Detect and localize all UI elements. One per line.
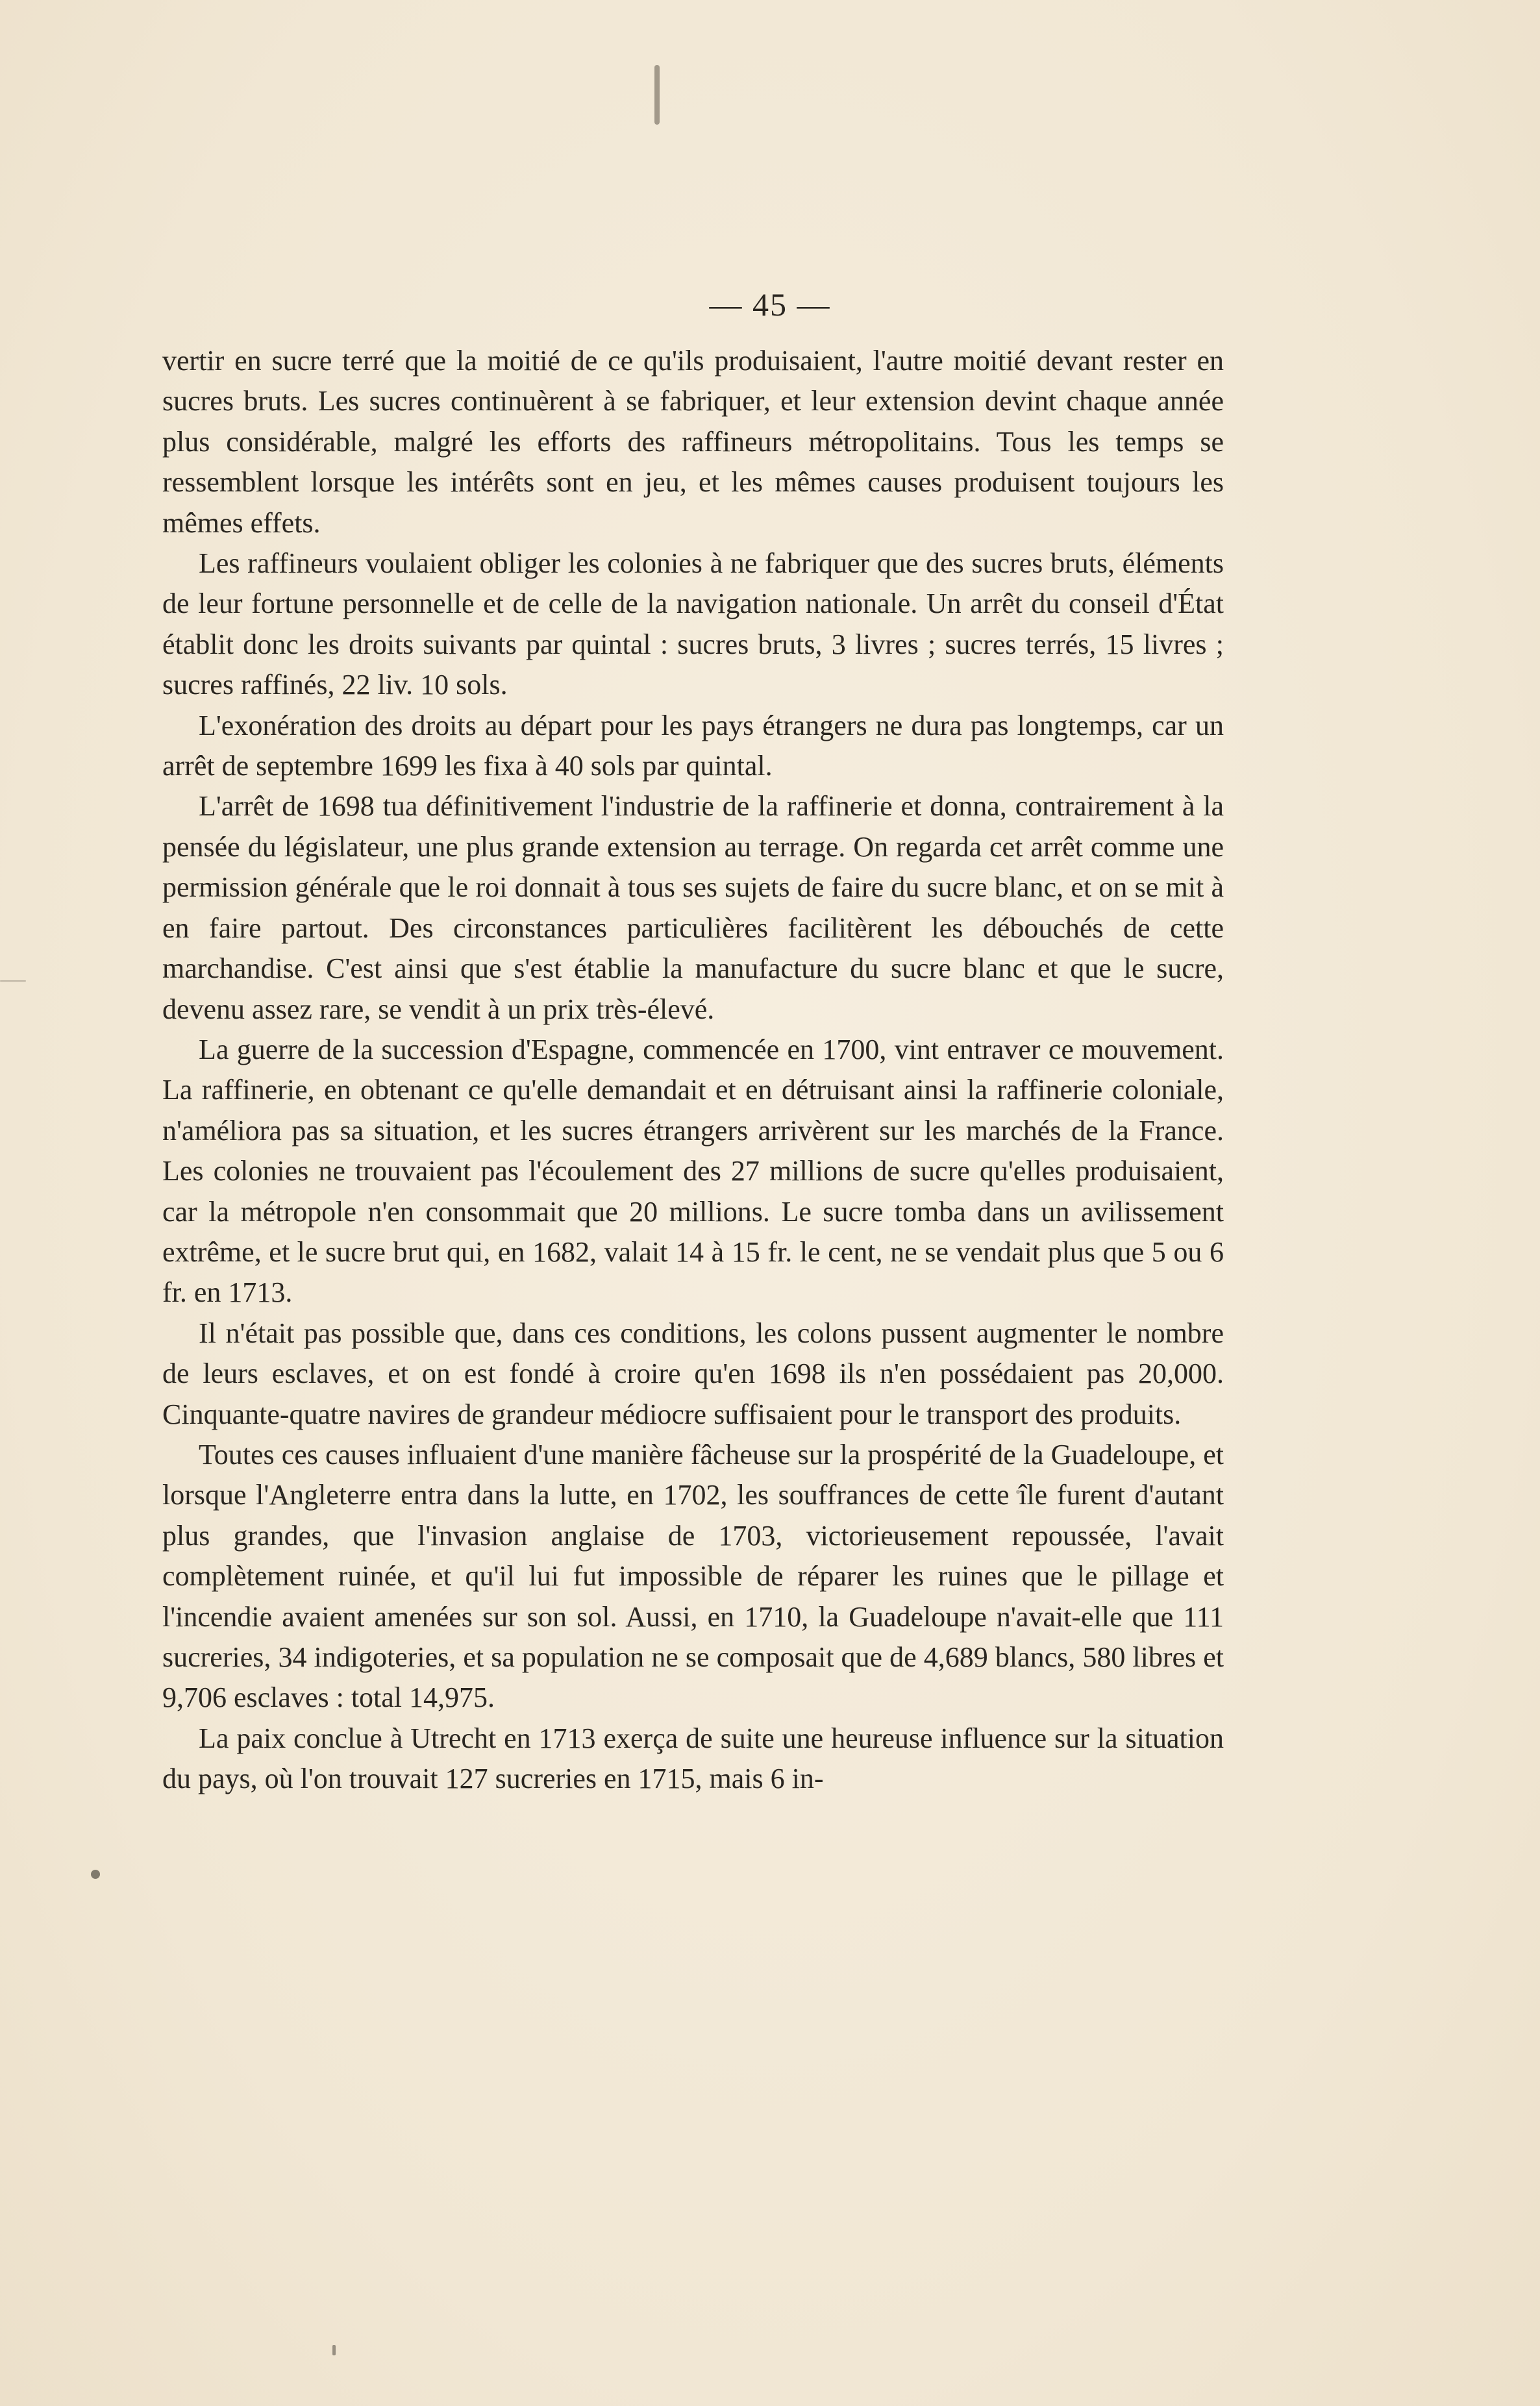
paragraph-1: vertir en sucre terré que la moitié de ce qu'ils produisaient, l'autre moitié devant rester en sucres bruts. Les sucres continuèrent à se fabriquer, et leur extension devint chaque année plus considérable, malgré les efforts des raffineurs métropolitains. Tous les temps se ressemblent lorsque les intérêts sont en jeu, et les mêmes causes produisent toujours les mêmes effets. <box>162 345 1224 539</box>
paragraph-3: L'exonération des droits au départ pour les pays étrangers ne dura pas longtemps, car un arrêt de septembre 1699 les fixa à 40 sols par quintal. <box>162 709 1224 782</box>
paragraph-7: Toutes ces causes influaient d'une manière fâcheuse sur la prospérité de la Guadeloupe, et lorsque l'Angleterre entra dans la lutte, en 1702, les souffrances de cette île furent d'autant plus grandes, que l'invasion anglaise de 1703, victorieusement repoussée, l'avait complètement ruinée, et qu'il lui fut impossible de réparer les ruines que le pillage et l'incendie avaient amenées sur son sol. Aussi, en 1710, la Guadeloupe n'avait-elle que 111 sucreries, 34 indigoteries, et sa population ne se composait que de 4,689 blancs, 580 libres et 9,706 esclaves : total 14,975. <box>162 1438 1224 1714</box>
paragraph-5: La guerre de la succession d'Espagne, commencée en 1700, vint entraver ce mouvement. La raffinerie, en obtenant ce qu'elle demandait et en détruisant ainsi la raffinerie coloniale, n'améliora pas sa situation, et les sucres étrangers arrivèrent sur les marchés de la France. Les colonies ne trouvaient pas l'écoulement des 27 millions de sucre qu'elles produisaient, car la métropole n'en consommait que 20 millions. Le sucre tomba dans un avilissement extrême, et le sucre brut qui, en 1682, valait 14 à 15 fr. le cent, ne se vendait plus que 5 ou 6 fr. en 1713. <box>162 1033 1224 1309</box>
ink-speck <box>1016 1490 1020 1494</box>
paragraph-6: Il n'était pas possible que, dans ces conditions, les colons pussent augmenter le nombre de leurs esclaves, et on est fondé à croire qu'en 1698 ils n'en possédaient pas 20,000. Cinquante-quatre navires de grandeur médiocre suffisaient pour le transport des produits. <box>162 1317 1224 1430</box>
page-number: — 45 — <box>709 286 831 323</box>
paragraph-2: Les raffineurs voulaient obliger les colonies à ne fabriquer que des sucres bruts, éléments de leur fortune personnelle et de celle de la navigation nationale. Un arrêt du conseil d'État établit donc les droits suivants par quintal : sucres bruts, 3 livres ; sucres terrés, 15 livres ; sucres raffinés, 22 liv. 10 sols. <box>162 547 1224 701</box>
body-text <box>162 341 1224 1800</box>
edge-mark <box>0 980 26 982</box>
binding-thread-mark <box>654 65 660 125</box>
paragraph-8: La paix conclue à Utrecht en 1713 exerça de suite une heureuse influence sur la situation du pays, où l'on trouvait 127 sucreries en 1715, mais 6 in- <box>162 1722 1224 1795</box>
paragraph-4: L'arrêt de 1698 tua définitivement l'industrie de la raffinerie et donna, contrairement à la pensée du législateur, une plus grande extension au terrage. On regarda cet arrêt comme une permission générale que le roi donnait à tous ses sujets de faire du sucre blanc, et on se mit à en faire partout. Des circonstances particulières facilitèrent les débouchés de cette marchandise. C'est ainsi que s'est établie la manufacture du sucre blanc et que le sucre, devenu assez rare, se vendit à un prix très-élevé. <box>162 790 1224 1025</box>
ink-speck <box>332 2345 336 2355</box>
ink-speck <box>91 1870 100 1879</box>
